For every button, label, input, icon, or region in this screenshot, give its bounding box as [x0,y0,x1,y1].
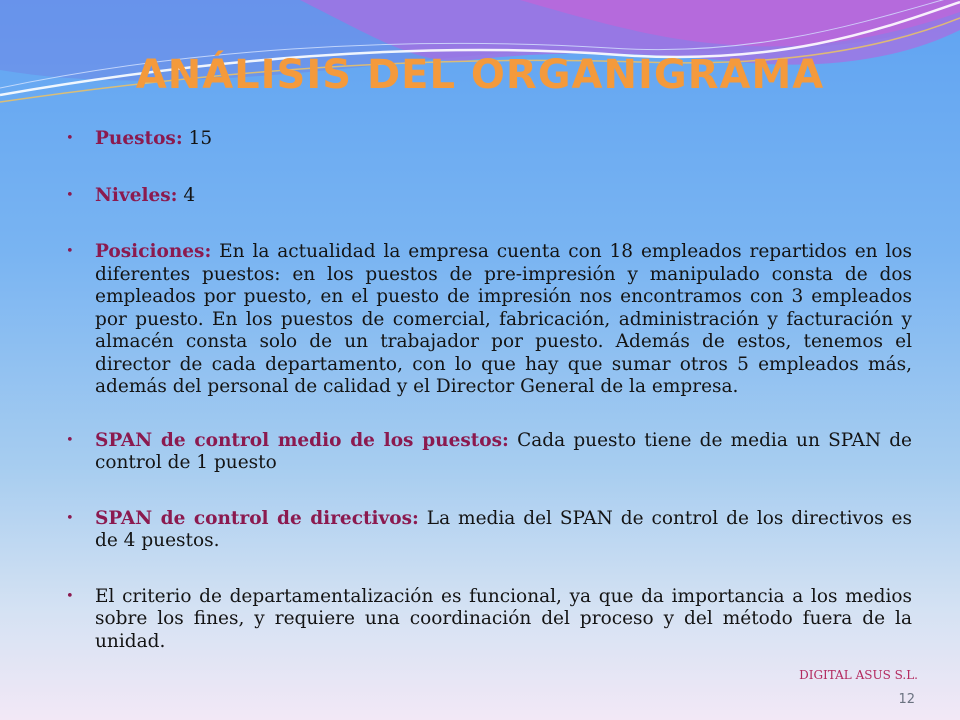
bullet-icon: • [66,510,74,526]
item-text: La media del SPAN de control de los directivos es de 4 puestos. [95,507,913,551]
bullet-icon: • [66,187,74,203]
item-text: Cada puesto tiene de media un SPAN de control de 1 puesto [95,429,913,473]
page-title: ANÁLISIS DEL ORGANIGRAMA [135,52,825,98]
list-item [66,586,912,654]
footer-company-name: DIGITAL ASUS S.L. [799,668,918,682]
item-text: 4 [177,184,196,206]
bullet-icon: • [66,244,74,259]
item-label: Puestos: [95,128,183,149]
bullet-icon: • [66,588,74,604]
bullet-icon: • [66,131,74,146]
item-text: El criterio de departamentalización es funcional, ya que da importancia a los medios sobre los fines, y requiere una coordinación del proceso y del método fuera de la unidad. [95,585,912,652]
bullet-list [66,128,912,653]
bullet-icon: • [66,432,74,448]
item-label: SPAN de control medio de los puestos: [95,429,509,451]
list-item [66,241,912,399]
list-item [66,128,912,151]
list-item [66,508,912,553]
item-label: SPAN de control de directivos: [95,507,419,529]
item-label: Posiciones: [95,241,212,262]
page-number: 12 [898,692,915,707]
item-text: En la actualidad la empresa cuenta con 18 empleados repartidos en los diferentes puestos: en los puestos de pre-impresión y manipulado consta de dos empleados por puesto, en el puesto de impresión nos encontramos con 3 empleados por puesto. En los puestos de comercial, fabricación, administración y facturación y almacén consta solo de un trabajador por puesto. Además de estos, tenemos el director de cada departamento, con lo que hay que sumar otros 5 empleados más, además del personal de calidad y el Director General de la empresa. [95,241,912,397]
list-item [66,185,912,208]
list-item [66,430,912,475]
item-text: 15 [182,128,213,149]
item-label: Niveles: [95,184,178,206]
